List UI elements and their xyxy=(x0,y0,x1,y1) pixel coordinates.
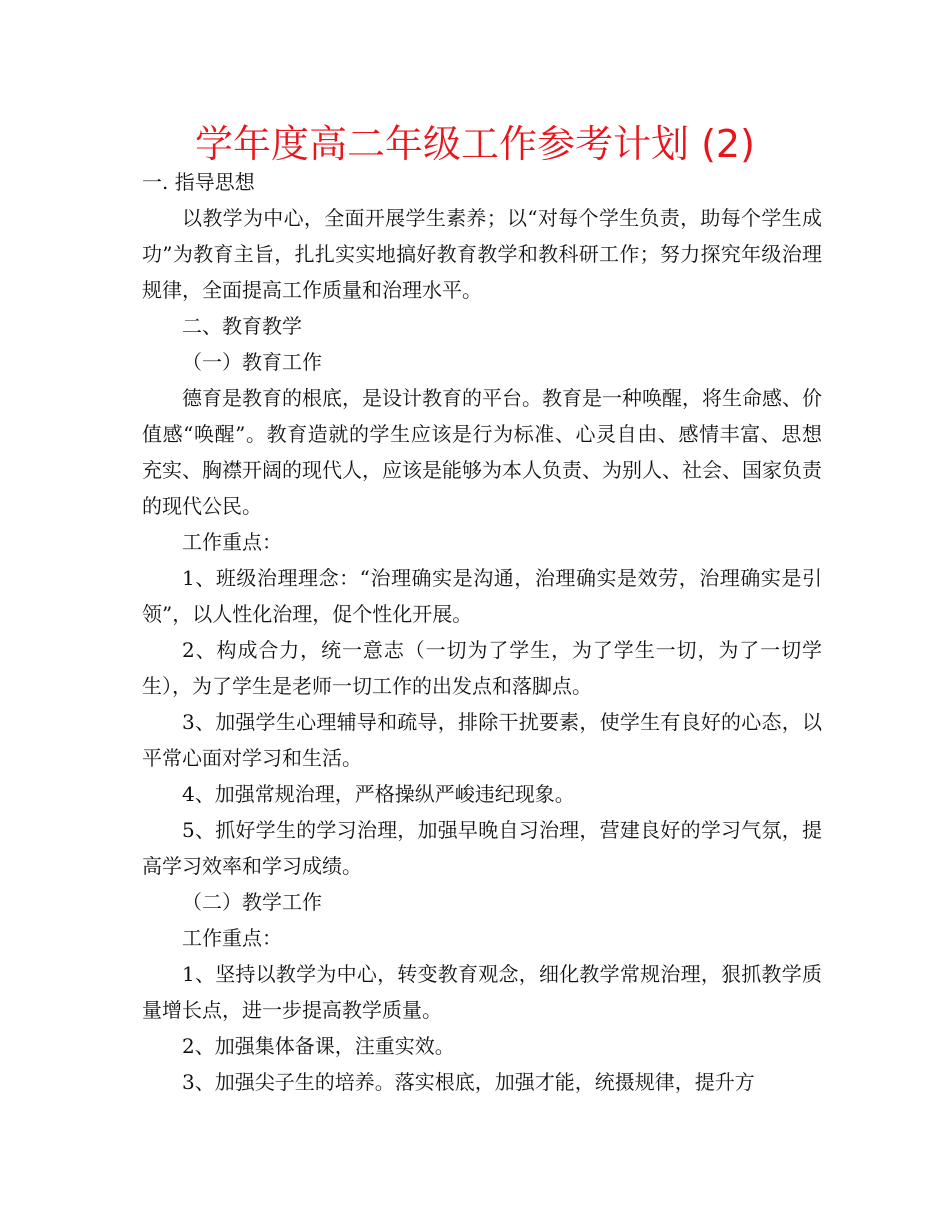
subheading: 工作重点： xyxy=(182,926,282,950)
list-item: 4、加强常规治理，严格操纵严峻违纪现象。 xyxy=(182,782,575,806)
paragraph: 德育是教育的根底，是设计教育的平台。教育是一种唤醒，将生命感、价值感“唤醒”。教育造就的学生应该是行为标准、心灵自由、感情丰富、思想充实、胸襟开阔的现代人，应该是能够为本人负责、为别人、社会、国家负责的现代公民。 xyxy=(142,386,822,518)
subheading: （二）教学工作 xyxy=(182,890,322,914)
section-heading: 一. 指导思想 xyxy=(142,170,255,194)
subheading: （一）教育工作 xyxy=(182,350,322,374)
list-item: 5、抓好学生的学习治理，加强早晚自习治理，营建良好的学习气氛，提高学习效率和学习成绩。 xyxy=(142,818,822,878)
document-title: 学年度高二年级工作参考计划 (2) xyxy=(195,122,755,166)
list-item: 3、加强学生心理辅导和疏导，排除干扰要素，使学生有良好的心态，以平常心面对学习和生活。 xyxy=(142,710,822,770)
document-body xyxy=(142,200,822,1100)
subheading: 二、教育教学 xyxy=(182,314,302,338)
list-item: 2、加强集体备课，注重实效。 xyxy=(182,1034,455,1058)
subheading: 工作重点： xyxy=(182,530,282,554)
list-item: 2、构成合力，统一意志（一切为了学生，为了学生一切，为了一切学生），为了学生是老师一切工作的出发点和落脚点。 xyxy=(142,638,822,698)
list-item: 1、坚持以教学为中心，转变教育观念，细化教学常规治理，狠抓教学质量增长点，进一步提高教学质量。 xyxy=(142,962,822,1022)
list-item: 1、班级治理理念：“治理确实是沟通，治理确实是效劳，治理确实是引领”，以人性化治理，促个性化开展。 xyxy=(142,566,822,626)
list-item: 3、加强尖子生的培养。落实根底，加强才能，统摄规律，提升方 xyxy=(182,1070,755,1094)
paragraph: 以教学为中心，全面开展学生素养；以“对每个学生负责，助每个学生成功”为教育主旨，扎扎实实地搞好教育教学和教科研工作；努力探究年级治理规律，全面提高工作质量和治理水平。 xyxy=(142,206,822,302)
